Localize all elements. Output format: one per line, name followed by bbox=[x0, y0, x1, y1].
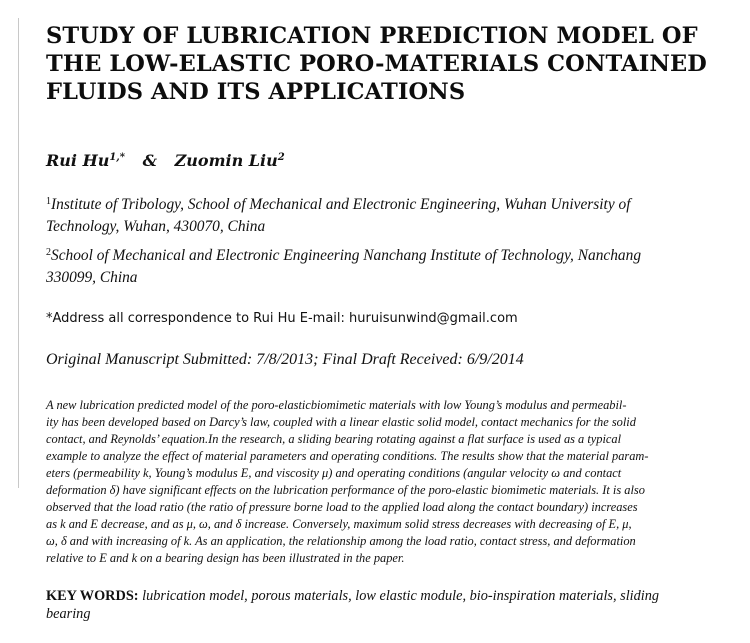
abstract-line: example to analyze the effect of material parameters and operating conditions. The results show that the material param- bbox=[46, 449, 649, 463]
affiliation-2 bbox=[46, 242, 702, 289]
affiliation-line bbox=[46, 191, 702, 216]
abstract bbox=[46, 397, 702, 567]
affiliation-line: Technology, Wuhan, 430070, China bbox=[46, 218, 266, 235]
paper-page bbox=[46, 22, 707, 623]
keywords-text: lubrication model, porous materials, low elastic module, bio-inspiration materials, sliding bbox=[142, 588, 660, 604]
keywords bbox=[46, 587, 702, 623]
affiliation-mark: 1 bbox=[46, 196, 51, 207]
margin-rule bbox=[18, 18, 19, 488]
paper-title bbox=[46, 22, 707, 106]
affiliation-mark: 2 bbox=[46, 247, 51, 258]
correspondence-address: *Address all correspondence to Rui Hu E-mail: huruisunwind@gmail.com bbox=[46, 311, 518, 326]
abstract-line: ity has been developed based on Darcy’s law, coupled with a linear elastic solid model, contact mechanics for the solid bbox=[46, 415, 636, 429]
abstract-line: relative to E and k on a bearing design has been illustrated in the paper. bbox=[46, 551, 405, 565]
abstract-line: observed that the load ratio (the ratio of pressure borne load to the applied load along the contact boundary) increases bbox=[46, 500, 638, 514]
author-affiliation-mark: 1,* bbox=[109, 152, 125, 163]
manuscript-dates: Original Manuscript Submitted: 7/8/2013; Final Draft Received: 6/9/2014 bbox=[46, 351, 524, 368]
abstract-line: deformation δ) have significant effects on the lubrication performance of the poro-elastic biomimetic materials. It is also bbox=[46, 483, 645, 497]
abstract-line: ω, δ and with increasing of k. As an application, the relationship among the load ratio, contact stress, and deformation bbox=[46, 534, 636, 548]
keywords-label: KEY WORDS: bbox=[46, 588, 139, 604]
author-name: Zuomin Liu bbox=[174, 151, 278, 170]
abstract-line: as k and E decrease, and as μ, ω, and δ increase. Conversely, maximum solid stress decreases with decreasing of E, μ, bbox=[46, 517, 632, 531]
author-affiliation-mark: 2 bbox=[277, 152, 285, 163]
affiliation-text: School of Mechanical and Electronic Engineering Nanchang Institute of Technology, Nanchang bbox=[51, 247, 642, 264]
keywords-line: bearing bbox=[46, 606, 91, 622]
affiliation-text: Institute of Tribology, School of Mechanical and Electronic Engineering, Wuhan University of bbox=[51, 196, 631, 213]
affiliation-line: 330099, China bbox=[46, 269, 138, 286]
title-line: FLUIDS AND ITS APPLICATIONS bbox=[46, 79, 466, 105]
title-line: THE LOW-ELASTIC PORO-MATERIALS CONTAINED bbox=[46, 51, 707, 77]
author-name: Rui Hu bbox=[46, 151, 110, 170]
author-list bbox=[46, 148, 702, 171]
title-line: STUDY OF LUBRICATION PREDICTION MODEL OF bbox=[46, 23, 698, 49]
affiliation-line bbox=[46, 242, 702, 267]
affiliation-1 bbox=[46, 191, 702, 238]
keywords-line bbox=[46, 587, 702, 605]
author-separator: & bbox=[142, 151, 158, 170]
abstract-line: contact, and Reynolds’ equation.In the research, a sliding bearing rotating against a flat surface is used as a typical bbox=[46, 432, 622, 446]
abstract-line: eters (permeability k, Young’s modulus E, and viscosity μ) and operating conditions (angular velocity ω and contact bbox=[46, 466, 622, 480]
abstract-line: A new lubrication predicted model of the poro-elasticbiomimetic materials with low Young’s modulus and permeabil- bbox=[46, 398, 627, 412]
